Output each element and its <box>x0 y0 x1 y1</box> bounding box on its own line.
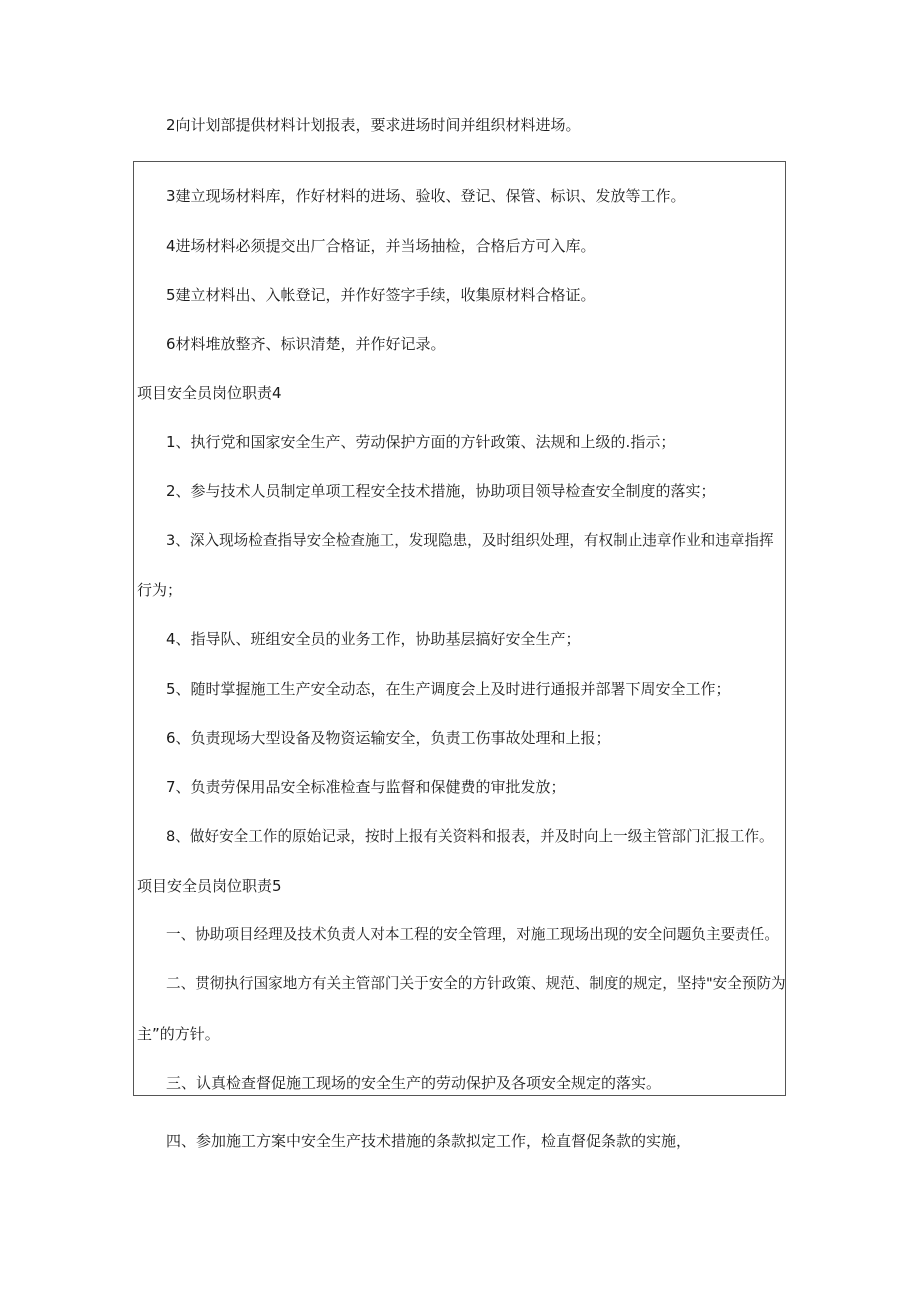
list-item: 1、执行党和国家安全生产、劳动保护方面的方针政策、法规和上级的.指示； <box>166 433 676 451</box>
list-item: 3、深入现场检查指导安全检查施工，发现隐患，及时组织处理，有权制止违章作业和违章指挥 <box>166 532 774 549</box>
list-item: 7、负责劳保用品安全标准检查与监督和保健费的审批发放； <box>166 778 566 796</box>
list-item: 二、贯彻执行国家地方有关主管部门关于安全的方针政策、规范、制度的规定，坚持"安全预防为 <box>166 975 786 992</box>
section-heading: 项目安全员岗位职责4 <box>137 384 282 402</box>
list-item: 2、参与技术人员制定单项工程安全技术措施，协助项目领导检查安全制度的落实； <box>166 482 716 500</box>
list-item: 一、协助项目经理及技术负责人对本工程的安全管理，对施工现场出现的安全问题负主要责任。 <box>166 926 779 943</box>
top-paragraph: 2向计划部提供材料计划报表，要求进场时间并组织材料进场。 <box>166 116 581 134</box>
material-item: 6材料堆放整齐、标识清楚，并作好记录。 <box>166 335 446 353</box>
list-item: 6、负责现场大型设备及物资运输安全，负责工伤事故处理和上报； <box>166 729 611 747</box>
list-item: 8、做好安全工作的原始记录，按时上报有关资料和报表，并及时向上一级主管部门汇报工作。 <box>166 828 774 845</box>
list-item: 三、认真检查督促施工现场的安全生产的劳动保护及各项安全规定的落实。 <box>166 1074 662 1092</box>
bottom-paragraph: 四、参加施工方案中安全生产技术措施的条款拟定工作，检直督促条款的实施， <box>166 1132 692 1150</box>
material-item: 3建立现场材料库，作好材料的进场、验收、登记、保管、标识、发放等工作。 <box>166 187 686 205</box>
list-item: 5、随时掌握施工生产安全动态，在生产调度会上及时进行通报并部署下周安全工作； <box>166 680 731 698</box>
list-item-continuation: 行为； <box>137 581 183 599</box>
material-item: 5建立材料出、入帐登记，并作好签字手续，收集原材料合格证。 <box>166 286 596 304</box>
list-item-continuation: 主”的方针。 <box>137 1025 220 1043</box>
list-item: 4、指导队、班组安全员的业务工作，协助基层搞好安全生产； <box>166 630 581 648</box>
section-heading: 项目安全员岗位职责5 <box>137 877 282 895</box>
material-item: 4进场材料必须提交出厂合格证，并当场抽检，合格后方可入库。 <box>166 237 596 255</box>
